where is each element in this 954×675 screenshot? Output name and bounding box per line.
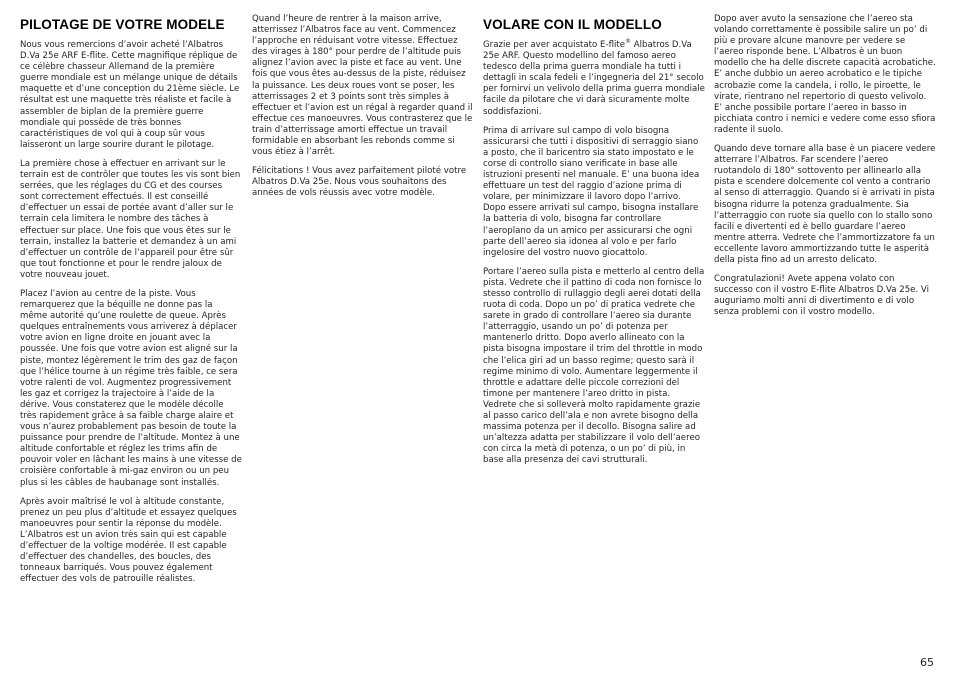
italian-column-2 [714, 14, 936, 326]
italian-paragraph: Quando deve tornare alla base è un piacere vedere atterrare l’Albatros. Far scendere l’aereo ruotandolo di 180° sottovento per allinearlo alla pista e scendere dolcemente col vento a contrario al senso di atterraggio. Quando si è arrivati in pista bisogna ridurre la potenza gradualmente. Sia l’atterraggio con ruote sia quello con lo stallo sono facili e divertenti ed è bello guardare l’aereo mentre atterra. Vedrete che l’ammortizzatore fa un eccellente lavoro ammortizzando tutte le asperità della pista fino ad un arresto delicato. [714, 144, 936, 265]
french-column-2 [252, 14, 474, 208]
italian-column-1 [483, 14, 705, 474]
french-paragraph: Après avoir maîtrisé le vol à altitude constante, prenez un peu plus d’altitude et essayez quelques manoeuvres pour sentir la réponse du modèle. L’Albatros est un avion très sain qui est capable d’effectuer de la voltige modérée. Il est capable d’effectuer des chandelles, des boucles, des tonneaux barriqués. Vous pouvez également effectuer des vols de patrouille réalistes. [20, 496, 237, 585]
french-paragraph: Félicitations ! Vous avez parfaitement piloté votre Albatros D.Va 25e. Nous vous souhaitons des années de vols réussis avec votre modèle. [252, 166, 467, 199]
italian-paragraph: Dopo aver avuto la sensazione che l’aereo sta volando correttamente è possibile salire un po’ di più e provare alcune manovre per vedere se l’aereo risponde bene. L’Albatros è un buon modello che ha delle discrete capacità acrobatiche. E’ anche dubbio un aereo acrobatico e le tipiche acrobazie come la candela, i rollo, le piroette, le virate, rientrano nel repertorio di questo velivolo. E’ anche possibile portare l’aereo in basso in picchiata contro i nemici e vedere come esso sfiora radente il suolo. [714, 14, 936, 135]
italian-paragraph: Congratulazioni! Avete appena volato con successo con il vostro E-flite Albatros D.Va 25e. Vi auguriamo molti anni di divertimento e di volo senza problemi con il vostro modello. [714, 274, 930, 318]
italian-intro-text-cont: Albatros D.Va 25e ARF. Questo modellino del famoso aereo tedesco della prima guerra mondiale ha tutti i dettagli in scala fedeli e l’ingegneria del 21° secolo per fornirvi un velivolo della prima guerra mondiale facile da pilotare che vi darà sicuramente molte soddisfazioni. [483, 40, 705, 117]
french-paragraph: Nous vous remercions d’avoir acheté l’Albatros D.Va 25e ARF E-flite. Cette magnifique réplique de ce célèbre chasseur Allemand de la première guerre mondiale est un mélange unique de détails maquette et d’une conception du 21ème siècle. Le résultat est une maquette très réaliste et facile à assembler de biplan de la première guerre mondiale qui possède de très bonnes caractéristiques de vol qui à coup sûr vous laisseront un large sourire durant le pilotage. [20, 40, 240, 150]
italian-paragraph [483, 40, 705, 118]
page-number: 65 [920, 656, 934, 669]
registered-mark: ® [625, 38, 632, 46]
french-paragraph: Quand l’heure de rentrer à la maison arrive, atterrissez l’Albatros face au vent. Commencez l’approche en réduisant votre vitesse. Effectuez des virages à 180° pour perdre de l’altitude puis alignez l’avion avec la piste et face au vent. Une fois que vous êtes au-dessus de la piste, réduisez la puissance. Les deux roues vont se poser, les atterrissages 2 et 3 points sont très simples à effectuer et l’avion est un régal à regarder quand il effectue ces manoeuvres. Vous contrasterez que le train d’atterrissage amorti effectue un travail formidable en absorbant les rebonds comme si vous étiez à l’arrêt. [252, 14, 473, 158]
french-section-title: PILOTAGE DE VOTRE MODELE [20, 17, 225, 32]
italian-section-title: VOLARE CON IL MODELLO [483, 17, 662, 32]
french-paragraph: Placez l’avion au centre de la piste. Vous remarquerez que la béquille ne donne pas la même autorité qu’une roulette de queue. Après quelques entraînements vous arriverez à déplacer votre avion en ligne droite en jouant avec la poussée. Une fois que votre avion est aligné sur la piste, montez légèrement le trim des gaz de façon que l’hélice tourne à un régime très faible, ce sera votre ralenti de vol. Augmentez progressivement les gaz et corrigez la trajectoire à l’aide de la dérive. Vous constaterez que le modèle décolle très rapidement grâce à sa faible charge alaire et vous n’aurez probablement pas besoin de toute la puissance pour prendre de l’altitude. Montez à une altitude confortable et réglez les trims afin de pouvoir voler en lâchant les mains à une vitesse de croisière confortable à mi-gaz environ ou un peu plus si les câbles de haubanage sont installés. [20, 288, 242, 488]
italian-paragraph: Portare l’aereo sulla pista e metterlo al centro della pista. Vedrete che il pattino di coda non fornisce lo stesso controllo di rullaggio degli aerei dotati della ruota di coda. Dopo un po’ di pratica vedrete che sarete in grado di controllare l’aereo sia durante l’atterraggio, usando un po’ di potenza per mantenerlo dritto. Dopo averlo allineato con la pista bisogna impostare il trim del throttle in modo che l’elica giri ad un basso regime; questo sarà il regime minimo di volo. Aumentare leggermente il throttle e adattare delle piccole correzioni del timone per mantenere l’areo dritto in pista. Vedrete che si solleverà molto rapidamente grazie al passo carico dell’ala e non avrete bisogno della massima potenza per il decollo. Bisogna salire ad un’altezza adatta per stabilizzare il volo dell’aereo con circa la metà di potenza, o un po’ di più, in base alla presenza dei cavi strutturali. [483, 266, 705, 466]
french-paragraph: La première chose à effectuer en arrivant sur le terrain est de contrôler que toutes les vis sont bien serrées, que les réglages du CG et des courses sont correctement effectués. Il est conseillé d’effectuer un essai de portée avant d’aller sur le terrain cela limitera le nombre des tâches à effectuer sur place. Une fois que vous êtes sur le terrain, installez la batterie et demandez à un ami d’effectuer un contrôle de l’appareil pour être sûr que tout fonctionne et pour le rendre jaloux de votre nouveau jouet. [20, 158, 241, 280]
italian-paragraph: Prima di arrivare sul campo di volo bisogna assicurarsi che tutti i dispositivi di serraggio siano a posto, che il baricentro sia stato impostato e le corse di controllo siano verificate in base alle istruzioni presenti nel manuale. E’ una buona idea effettuare un test del raggio d’azione prima di volare, per minimizzare il lavoro dopo l’arrivo. Dopo essere arrivati sul campo, bisogna installare la batteria di volo, bisogna far controllare l’aeroplano da un amico per assicurarsi che ogni parte dell’aereo sia idonea al volo e per farlo ingelosire del vostro nuovo giocattolo. [483, 125, 700, 258]
french-column-1 [20, 14, 242, 593]
italian-intro-text: Grazie per aver acquistato E-flite [483, 40, 626, 50]
